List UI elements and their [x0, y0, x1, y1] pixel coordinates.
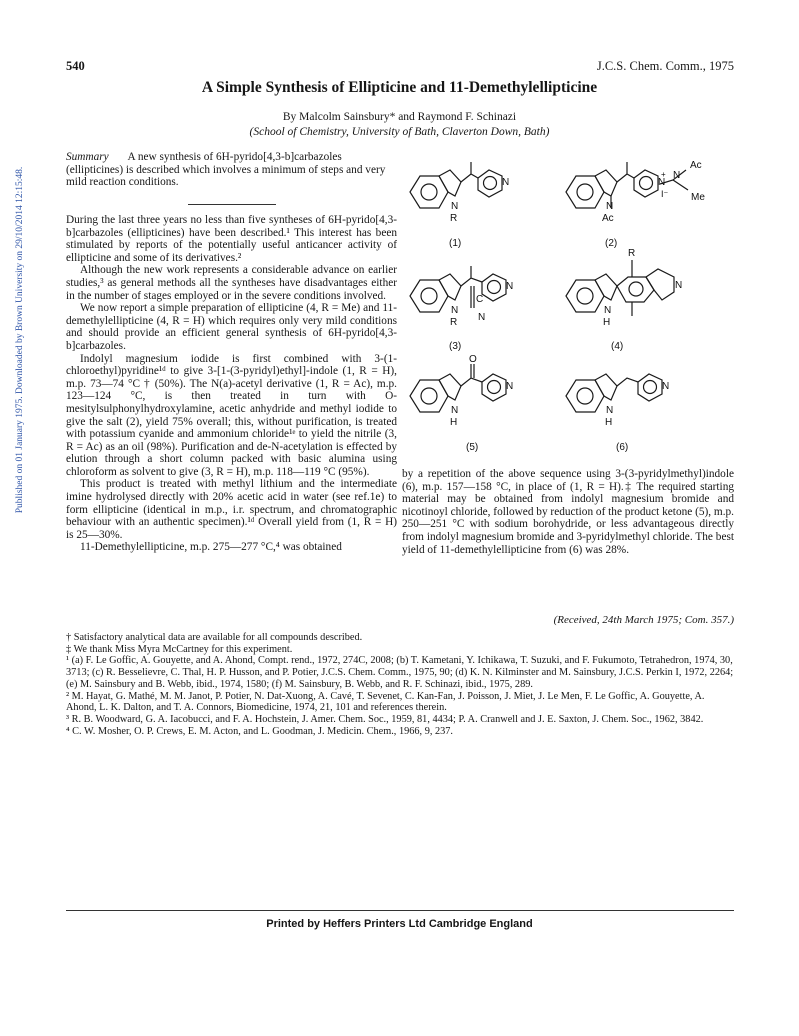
footnote: ² M. Hayat, G. Mathé, M. M. Janot, P. Potier, N. Dat-Xuong, A. Cavé, T. Sevenet, C. Kan-Fan, J. Poisson, J. Miet, J. Le Men, F. Le Goffic, A. Gouyette, A. Ahond, L. K. Dalton, and T. A. Connors, Biomedicine, 1974, 21, 101 and references therein.	[66, 690, 705, 714]
atom-n: N	[478, 312, 486, 323]
atom-h: H	[450, 417, 458, 428]
structures-figure	[398, 150, 734, 460]
label-4: (4)	[611, 341, 624, 352]
atom-r: R	[450, 317, 458, 328]
atom-n: N	[606, 201, 614, 212]
printer-line: Printed by Heffers Printers Ltd Cambridge England	[266, 918, 533, 930]
footnote: ³ R. B. Woodward, G. A. Iacobucci, and F. A. Hochstein, J. Amer. Chem. Soc., 1959, 81, 4434; P. A. Cranwell and J. E. Saxton, J. Chem. Soc., 1962, 3842.	[66, 713, 704, 725]
paragraph: Indolyl magnesium iodide is first combined with 3-(1-chloroethyl)pyridine¹ᵈ to give 3-[1-(3-pyridyl)ethyl]-indole (1, R = H), m.p. 73—74 °C † (50%). The N(a)-acetyl derivative (1, R = Ac), m.p. 123—124 °C, is then treated in turn with O-mesitylsulphonylhydroxylamine, acetic anhydride and methyl iodide to give the salt (2), yield 75% overall; this, without purification, is treated with potassium cyanide and ammonium chloride¹ᵉ to yield the nitrile (3, R = Ac) as an oil (98%). Purification and de-N-acetylation is effected by elution through a short column packed with basic alumina using chloroform as solvent to give (3, R = H), m.p. 118—119 °C (95%).	[66, 352, 397, 478]
atom-c: C	[476, 294, 484, 305]
label-3: (3)	[449, 341, 462, 352]
atom-me: Me	[691, 192, 705, 203]
structure-4	[566, 260, 674, 316]
atom-n: N	[451, 405, 459, 416]
summary-rule	[188, 204, 276, 205]
summary	[66, 151, 396, 189]
download-side-note: Published on 01 January 1975. Downloaded by Brown University on 29/10/2014 12:15:48.	[15, 166, 25, 514]
label-5: (5)	[466, 442, 479, 453]
paragraph: This product is treated with methyl lithium and the intermediate imine hydrolysed directly with 20% acetic acid in water (see ref.1e) to form ellipticine (identical in m.p., i.r. spectrum, and chromatographic behaviour with an authentic specimen).¹ᵈ Overall yield from (1, R = H) is 25—30%.	[66, 478, 397, 541]
summary-text: A new synthesis of 6H-pyrido[4,3-b]carbazoles (ellipticines) is described which involves a minimum of steps and very mild reaction conditions.	[66, 151, 386, 189]
article-title: A Simple Synthesis of Ellipticine and 11-Demethylellipticine	[201, 79, 598, 96]
printer-rule	[66, 910, 734, 911]
atom-r: R	[450, 213, 458, 224]
atom-n: N	[506, 281, 514, 292]
atom-n: N	[604, 305, 612, 316]
atom-n: N	[506, 381, 514, 392]
atom-o: O	[469, 354, 477, 365]
atom-n: N	[502, 177, 510, 188]
summary-label: Summary	[66, 151, 109, 163]
atom-n: N	[451, 305, 459, 316]
journal-header: J.C.S. Chem. Comm., 1975	[596, 59, 734, 73]
atom-n: N	[658, 177, 666, 188]
footnote: ‡ We thank Miss Myra McCartney for this experiment.	[66, 643, 293, 655]
footnote: ¹ (a) F. Le Goffic, A. Gouyette, and A. Ahond, Compt. rend., 1972, 274C, 2008; (b) T. Kametani, Y. Ichikawa, T. Suzuki, and F. Fukumoto, Tetrahedron, 1974, 30, 3713; (c) R. Besselievre, C. Thal, H. P. Husson, and P. Potier, J.C.S. Chem. Comm., 1975, 90; (d) K. N. Kilminster and M. Sainsbury, J.C.S. Perkin I, 1972, 2264; (e) M. Sainsbury and B. Webb, ibid., 1974, 1580; (f) M. Sainsbury, B. Webb, and R. F. Schinazi, ibid., 1975, 289.	[66, 655, 734, 690]
left-column	[66, 214, 397, 554]
paragraph: We now report a simple preparation of ellipticine (4, R = Me) and 11-demethylellipticine (4, R = H) which requires only very mild conditions and should provide an efficient general synthesis of 6H-pyrido[4,3-b]carbazoles.	[66, 302, 397, 352]
atom-n: N	[673, 170, 681, 181]
footnote: ⁴ C. W. Mosher, O. P. Crews, E. M. Acton, and L. Goodman, J. Medicin. Chem., 1966, 9, 237.	[66, 725, 454, 737]
label-6: (6)	[616, 442, 629, 453]
atom-n: N	[662, 381, 670, 392]
label-2: (2)	[605, 238, 618, 249]
received-note: (Received, 24th March 1975; Com. 357.)	[553, 614, 734, 626]
right-column	[402, 468, 734, 556]
footnotes	[66, 632, 734, 737]
atom-n: N	[675, 280, 683, 291]
paragraph: During the last three years no less than five syntheses of 6H-pyrido[4,3-b]carbazoles (ellipticines) have been described.¹ This interest has been stimulated by reports of the potentially useful anticancer activity of ellipticine and some of its derivatives.²	[66, 214, 397, 264]
label-1: (1)	[449, 238, 462, 249]
page-number: 540	[66, 59, 85, 73]
atom-ac: Ac	[602, 213, 614, 224]
atom-r: R	[628, 248, 636, 259]
paragraph: Although the new work represents a considerable advance on earlier studies,³ as general methods all the syntheses have disadvantages either in the number of stages employed or in the severe conditions involved.	[66, 264, 397, 302]
structure-6	[566, 374, 662, 412]
charge-plus: +	[661, 170, 666, 179]
footnote: † Satisfactory analytical data are available for all compounds described.	[66, 632, 363, 643]
paragraph: 11-Demethylellipticine, m.p. 275—277 °C,⁴ was obtained	[80, 541, 342, 554]
affiliation: (School of Chemistry, University of Bath, Claverton Down, Bath)	[249, 126, 550, 138]
atom-h: H	[605, 417, 613, 428]
atom-i-minus: I⁻	[661, 189, 669, 199]
atom-n: N	[451, 201, 459, 212]
atom-ac: Ac	[690, 160, 702, 171]
atom-h: H	[603, 317, 611, 328]
structure-2	[566, 162, 688, 208]
atom-n: N	[606, 405, 614, 416]
paragraph: by a repetition of the above sequence using 3-(3-pyridylmethyl)indole (6), m.p. 157—158 °C, in place of (1, R = H).‡ The required starting material may be obtained from indolyl magnesium bromide and nicotinoyl chloride, followed by reduction of the product ketone (5), m.p. 250—251 °C with sodium borohydride, or less advantageous directly from indolyl magnesium bromide and 3-pyridylmethyl chloride. The best yield of 11-demethylellipticine from (6) was 28%.	[402, 468, 734, 556]
authors: By Malcolm Sainsbury* and Raymond F. Schinazi	[282, 111, 517, 123]
